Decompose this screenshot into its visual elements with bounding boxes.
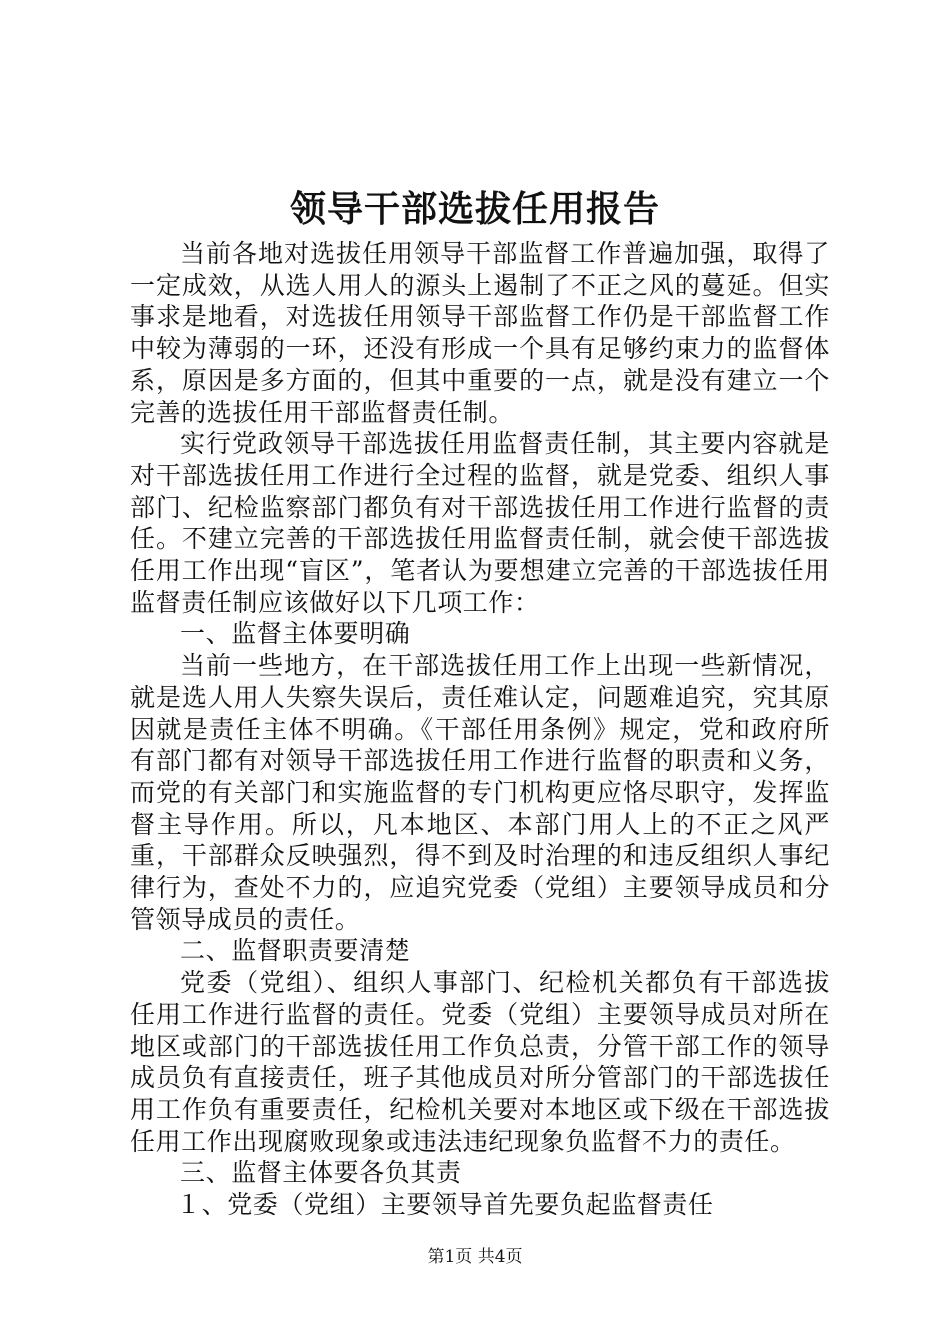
- page-number: 第1页 共4页: [427, 1247, 523, 1267]
- section-heading: 一、监督主体要明确: [180, 619, 411, 649]
- section-heading: 三、监督主体要各负其责: [180, 1158, 462, 1188]
- body-paragraph: 当前各地对选拔任用领导干部监督工作普遍加强，取得了一定成效，从选人用人的源头上遏制了不正之风的蔓延。但实事求是地看，对选拔任用领导干部监督工作仍是干部监督工作中较为薄弱的一环，还没有形成一个具有足够约束力的监督体系，原因是多方面的，但其中重要的一点，就是没有建立一个完善的选拔任用干部监督责任制。: [130, 239, 830, 427]
- numbered-item: １、党委（党组）主要领导首先要负起监督责任: [176, 1190, 714, 1220]
- body-paragraph: 当前一些地方，在干部选拔任用工作上出现一些新情况，就是选人用人失察失误后，责任难认定，问题难追究，究其原因就是责任主体不明确。《干部任用条例》规定，党和政府所有部门都有对领导干部选拔任用工作进行监督的职责和义务，而党的有关部门和实施监督的专门机构更应恪尽职守，发挥监督主导作用。所以，凡本地区、本部门用人上的不正之风严重，干部群众反映强烈，得不到及时治理的和违反组织人事纪律行为，查处不力的，应追究党委（党组）主要领导成员和分管领导成员的责任。: [130, 651, 830, 934]
- document-title: 领导干部选拔任用报告: [289, 188, 660, 230]
- document-body: [130, 238, 830, 1221]
- body-paragraph: 党委（党组）、组织人事部门、纪检机关都负有干部选拔任用工作进行监督的责任。党委（党组）主要领导成员对所在地区或部门的干部选拔任用工作负总责，分管干部工作的领导成员负有直接责任，班子其他成员对所分管部门的干部选拔任用工作负有重要责任，纪检机关要对本地区或下级在干部选拔任用工作出现腐败现象或违法违纪现象负监督不力的责任。: [130, 968, 830, 1156]
- section-heading: 二、监督职责要清楚: [180, 936, 411, 966]
- body-paragraph: 实行党政领导干部选拔任用监督责任制，其主要内容就是对干部选拔任用工作进行全过程的监督，就是党委、组织人事部门、纪检监察部门都负有对干部选拔任用工作进行监督的责任。不建立完善的干部选拔任用监督责任制，就会使干部选拔任用工作出现“盲区”，笔者认为要想建立完善的干部选拔任用监督责任制应该做好以下几项工作：: [130, 429, 830, 617]
